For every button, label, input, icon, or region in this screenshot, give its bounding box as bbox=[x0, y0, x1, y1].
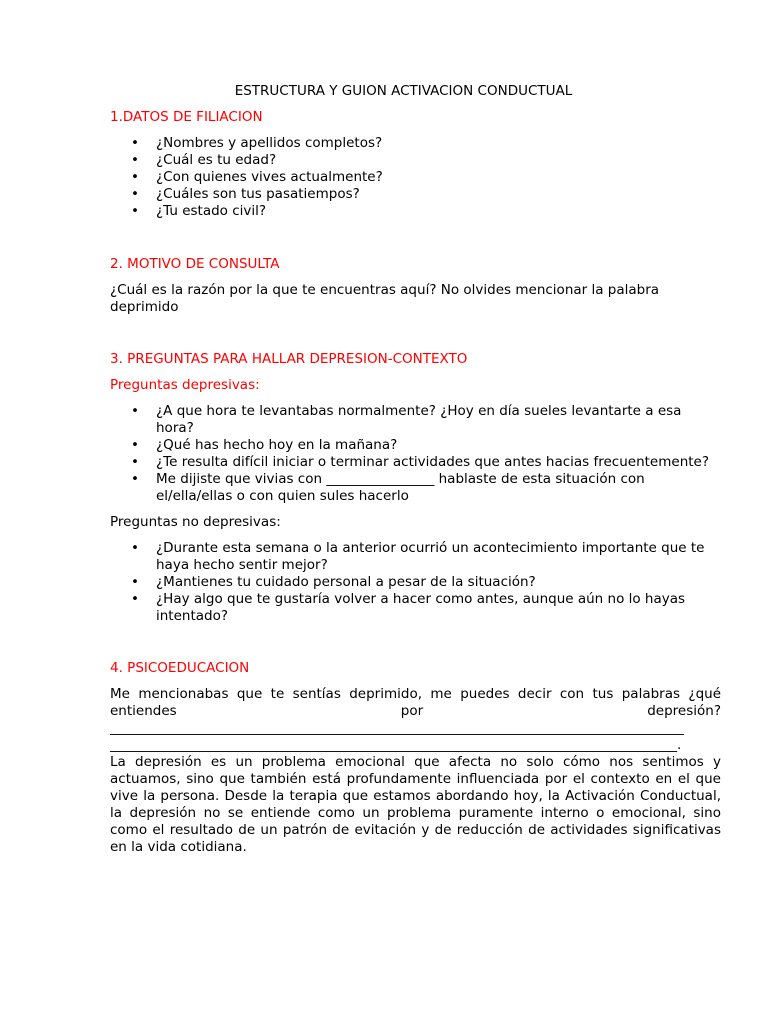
document-body bbox=[110, 83, 721, 856]
list-item bbox=[110, 135, 721, 152]
depressive-questions-label: Preguntas depresivas: bbox=[110, 377, 260, 393]
list-item bbox=[110, 471, 721, 505]
section-heading-motivo-consulta: 2. MOTIVO DE CONSULTA bbox=[110, 256, 280, 272]
list-item-text: ¿Cuáles son tus pasatiempos? bbox=[156, 186, 360, 202]
list-item bbox=[110, 591, 721, 625]
bullet-icon: • bbox=[131, 437, 139, 453]
list-item bbox=[110, 574, 721, 591]
non-depressive-questions-label: Preguntas no depresivas: bbox=[110, 514, 281, 530]
list-item bbox=[110, 437, 721, 454]
list-item-text: Me dijiste que vivias con ________________ hablaste de esta situación con el/ella/ellas o con quien sules hacerlo bbox=[156, 471, 645, 504]
answer-line: ____________________________________________________________________________________. bbox=[110, 737, 682, 753]
list-item-text: ¿Tu estado civil? bbox=[156, 203, 267, 219]
filiacion-question-list bbox=[110, 135, 721, 220]
list-item-text: ¿Mantienes tu cuidado personal a pesar de la situación? bbox=[156, 574, 536, 590]
list-item bbox=[110, 403, 721, 437]
psicoeducacion-paragraph: La depresión es un problema emocional que afecta no solo cómo nos sentimos y actuamos, sino que también está profundamente influenciada por el contexto en el que vive la persona. Desde la terapia que estamos abordando hoy, la Activación Conductual, la depresión no se entiende como un problema puramente interno o emocional, sino como el resultado de un patrón de evitación y de reducción de actividades significativas en la vida cotidiana. bbox=[110, 754, 721, 855]
section-heading-psicoeducacion: 4. PSICOEDUCACION bbox=[110, 660, 250, 676]
depressive-question-list bbox=[110, 403, 721, 505]
list-item bbox=[110, 186, 721, 203]
bullet-icon: • bbox=[131, 403, 139, 419]
list-item bbox=[110, 169, 721, 186]
list-item-text: ¿A que hora te levantabas normalmente? ¿Hoy en día sueles levantarte a esa hora? bbox=[156, 403, 682, 436]
list-item-text: ¿Con quienes vives actualmente? bbox=[156, 169, 383, 185]
motivo-consulta-text: ¿Cuál es la razón por la que te encuentras aquí? No olvides mencionar la palabra deprimido bbox=[110, 282, 660, 315]
section-heading-datos-filiacion: 1.DATOS DE FILIACION bbox=[110, 109, 263, 125]
bullet-icon: • bbox=[131, 169, 139, 185]
list-item bbox=[110, 540, 721, 574]
list-item bbox=[110, 152, 721, 169]
bullet-icon: • bbox=[131, 540, 139, 556]
list-item-text: ¿Qué has hecho hoy en la mañana? bbox=[156, 437, 398, 453]
bullet-icon: • bbox=[131, 203, 139, 219]
bullet-icon: • bbox=[131, 454, 139, 470]
list-item bbox=[110, 203, 721, 220]
list-item-text: ¿Te resulta difícil iniciar o terminar actividades que antes hacias frecuentemente? bbox=[156, 454, 710, 470]
list-item-text: ¿Nombres y apellidos completos? bbox=[156, 135, 383, 151]
bullet-icon: • bbox=[131, 574, 139, 590]
list-item-text: ¿Durante esta semana o la anterior ocurrió un acontecimiento importante que te haya hecho sentir mejor? bbox=[156, 540, 705, 573]
bullet-icon: • bbox=[131, 135, 139, 151]
psicoeducacion-question: Me mencionabas que te sentías deprimido, me puedes decir con tus palabras ¿qué entiendes por depresión? bbox=[110, 686, 721, 719]
bullet-icon: • bbox=[131, 471, 139, 487]
list-item bbox=[110, 454, 721, 471]
bullet-icon: • bbox=[131, 591, 139, 607]
non-depressive-question-list bbox=[110, 540, 721, 625]
list-item-text: ¿Cuál es tu edad? bbox=[156, 152, 277, 168]
document-title: ESTRUCTURA Y GUION ACTIVACION CONDUCTUAL bbox=[234, 83, 573, 99]
bullet-icon: • bbox=[131, 152, 139, 168]
list-item-text: ¿Hay algo que te gustaría volver a hacer como antes, aunque aún no lo hayas intentado? bbox=[156, 591, 686, 624]
bullet-icon: • bbox=[131, 186, 139, 202]
answer-line: _____________________________________________________________________________________ bbox=[110, 720, 684, 736]
section-heading-preguntas-depresion: 3. PREGUNTAS PARA HALLAR DEPRESION-CONTEXTO bbox=[110, 351, 468, 367]
